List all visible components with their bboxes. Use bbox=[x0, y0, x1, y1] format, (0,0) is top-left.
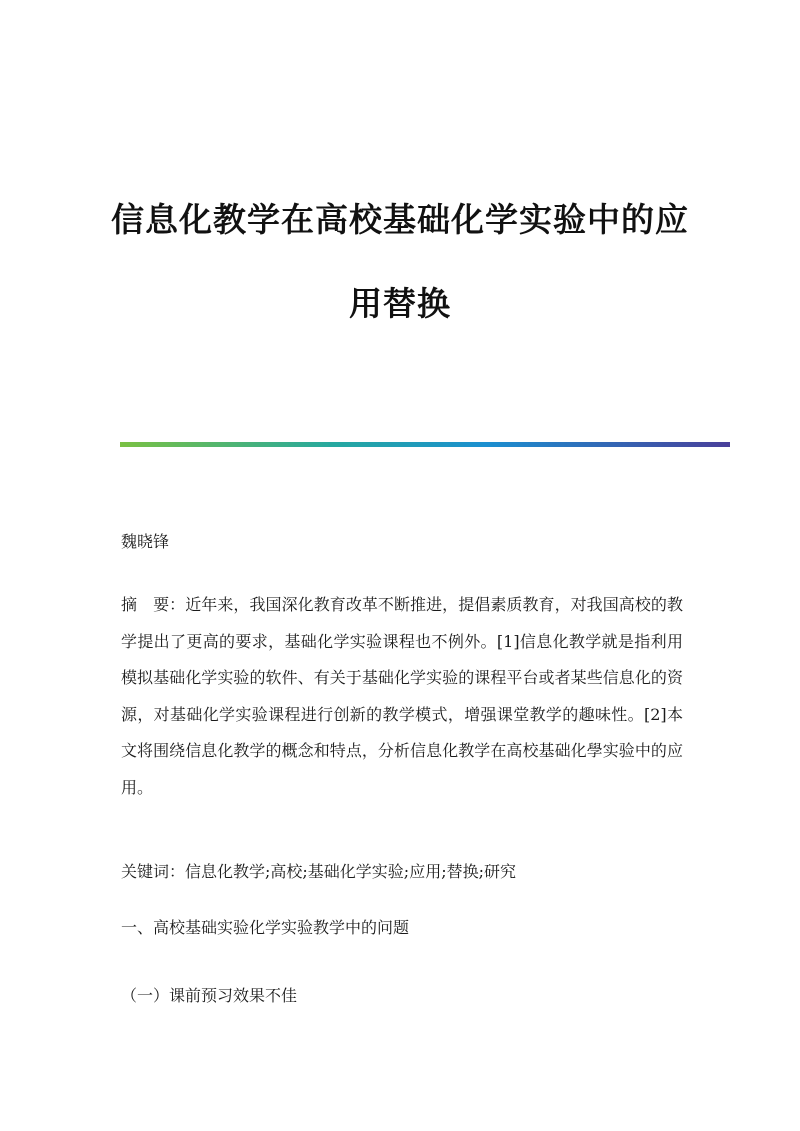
abstract-paragraph bbox=[121, 587, 683, 806]
document-title-line-1: 信息化教学在高校基础化学实验中的应 bbox=[111, 200, 689, 239]
section-heading: 一、高校基础实验化学实验教学中的问题 bbox=[121, 918, 410, 937]
subsection-heading: （一）课前预习效果不佳 bbox=[121, 986, 298, 1005]
gradient-divider bbox=[120, 442, 730, 447]
abstract-label: 摘 要： bbox=[121, 595, 186, 614]
document-title-line-2: 用替换 bbox=[349, 284, 451, 323]
author-name: 魏晓锋 bbox=[121, 532, 170, 551]
keywords-label: 关键词： bbox=[121, 862, 186, 881]
abstract-text: 近年来，我国深化教育改革不断推进，提倡素质教育，对我国高校的教学提出了更高的要求，基础化学实验课程也不例外。[1]信息化教学就是指利用模拟基础化学实验的软件、有关于基础化学实验的课程平台或者某些信息化的资源，对基础化学实验课程进行创新的教学模式，增强课堂教学的趣味性。[2]本文将围绕信息化教学的概念和特点，分析信息化教学在高校基础化學实验中的应用。 bbox=[121, 595, 683, 797]
keywords-text: 信息化教学;高校;基础化学实验;应用;替换;研究 bbox=[185, 862, 516, 881]
keywords-line bbox=[121, 860, 516, 884]
